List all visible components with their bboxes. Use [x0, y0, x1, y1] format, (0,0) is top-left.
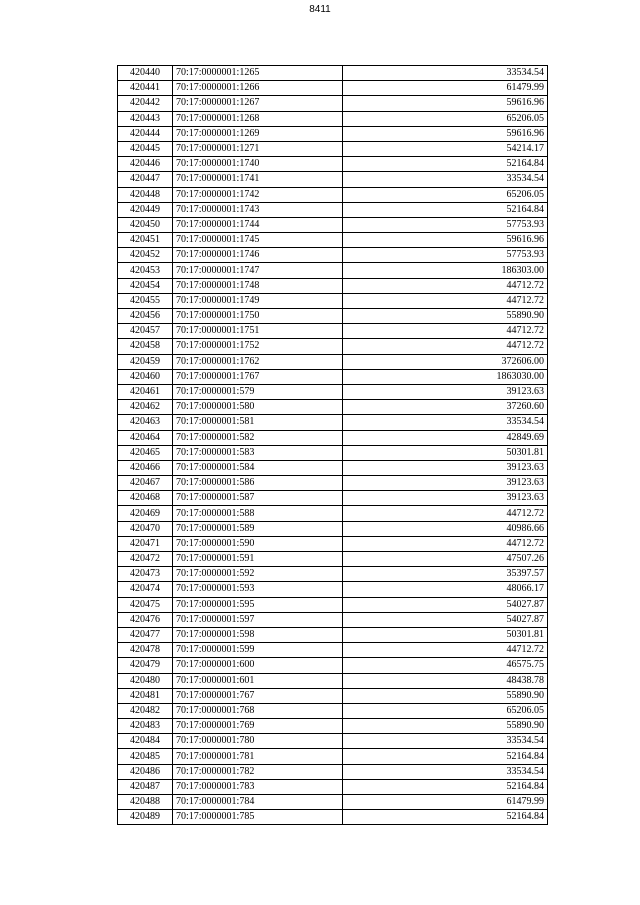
cadastral-value-cell: 44712.72: [343, 324, 548, 339]
row-number-cell: 420451: [118, 233, 173, 248]
row-number-cell: 420465: [118, 445, 173, 460]
table-row: [118, 369, 548, 384]
table-row: [118, 810, 548, 825]
cadastral-value-cell: 55890.90: [343, 309, 548, 324]
cadastral-number-cell: 70:17:0000001:581: [173, 415, 343, 430]
table-row: [118, 703, 548, 718]
row-number-cell: 420460: [118, 369, 173, 384]
row-number-cell: 420489: [118, 810, 173, 825]
row-number-cell: 420463: [118, 415, 173, 430]
cadastral-number-cell: 70:17:0000001:1740: [173, 157, 343, 172]
cadastral-value-cell: 39123.63: [343, 491, 548, 506]
cadastral-value-cell: 46575.75: [343, 658, 548, 673]
cadastral-value-cell: 1863030.00: [343, 369, 548, 384]
row-number-cell: 420459: [118, 354, 173, 369]
cadastral-value-cell: 52164.84: [343, 749, 548, 764]
table-row: [118, 126, 548, 141]
row-number-cell: 420455: [118, 293, 173, 308]
row-number-cell: 420452: [118, 248, 173, 263]
cadastral-number-cell: 70:17:0000001:583: [173, 445, 343, 460]
table-row: [118, 233, 548, 248]
cadastral-value-cell: 50301.81: [343, 627, 548, 642]
table-row: [118, 309, 548, 324]
cadastral-value-cell: 39123.63: [343, 476, 548, 491]
cadastral-number-cell: 70:17:0000001:597: [173, 612, 343, 627]
cadastral-value-cell: 37260.60: [343, 400, 548, 415]
row-number-cell: 420441: [118, 81, 173, 96]
cadastral-value-cell: 54214.17: [343, 141, 548, 156]
table-row: [118, 141, 548, 156]
cadastral-number-cell: 70:17:0000001:782: [173, 764, 343, 779]
table-row: [118, 552, 548, 567]
table-row: [118, 658, 548, 673]
table-row: [118, 795, 548, 810]
table-row: [118, 339, 548, 354]
row-number-cell: 420444: [118, 126, 173, 141]
table-row: [118, 673, 548, 688]
cadastral-value-cell: 59616.96: [343, 126, 548, 141]
cadastral-value-cell: 48438.78: [343, 673, 548, 688]
cadastral-value-cell: 52164.84: [343, 202, 548, 217]
row-number-cell: 420478: [118, 643, 173, 658]
cadastral-value-cell: 44712.72: [343, 643, 548, 658]
table-row: [118, 476, 548, 491]
table-row: [118, 263, 548, 278]
cadastral-number-cell: 70:17:0000001:767: [173, 688, 343, 703]
cadastral-number-cell: 70:17:0000001:784: [173, 795, 343, 810]
cadastral-number-cell: 70:17:0000001:1269: [173, 126, 343, 141]
cadastral-number-cell: 70:17:0000001:591: [173, 552, 343, 567]
cadastral-number-cell: 70:17:0000001:1750: [173, 309, 343, 324]
table-row: [118, 415, 548, 430]
row-number-cell: 420468: [118, 491, 173, 506]
table-row: [118, 749, 548, 764]
table-row: [118, 187, 548, 202]
row-number-cell: 420471: [118, 536, 173, 551]
row-number-cell: 420475: [118, 597, 173, 612]
cadastral-number-cell: 70:17:0000001:1271: [173, 141, 343, 156]
cadastral-value-cell: 44712.72: [343, 339, 548, 354]
cadastral-number-cell: 70:17:0000001:599: [173, 643, 343, 658]
table-row: [118, 612, 548, 627]
row-number-cell: 420445: [118, 141, 173, 156]
cadastral-number-cell: 70:17:0000001:598: [173, 627, 343, 642]
cadastral-value-cell: 65206.05: [343, 187, 548, 202]
cadastral-number-cell: 70:17:0000001:595: [173, 597, 343, 612]
cadastral-number-cell: 70:17:0000001:1748: [173, 278, 343, 293]
row-number-cell: 420462: [118, 400, 173, 415]
row-number-cell: 420440: [118, 66, 173, 81]
cadastral-value-cell: 44712.72: [343, 506, 548, 521]
cadastral-number-cell: 70:17:0000001:1767: [173, 369, 343, 384]
row-number-cell: 420486: [118, 764, 173, 779]
table-row: [118, 384, 548, 399]
table-row: [118, 643, 548, 658]
cadastral-number-cell: 70:17:0000001:582: [173, 430, 343, 445]
row-number-cell: 420469: [118, 506, 173, 521]
cadastral-value-cell: 44712.72: [343, 278, 548, 293]
row-number-cell: 420461: [118, 384, 173, 399]
cadastral-value-cell: 33534.54: [343, 764, 548, 779]
table-row: [118, 354, 548, 369]
table-row: [118, 582, 548, 597]
cadastral-number-cell: 70:17:0000001:780: [173, 734, 343, 749]
cadastral-number-cell: 70:17:0000001:580: [173, 400, 343, 415]
cadastral-number-cell: 70:17:0000001:768: [173, 703, 343, 718]
cadastral-value-cell: 61479.99: [343, 81, 548, 96]
row-number-cell: 420477: [118, 627, 173, 642]
cadastral-value-cell: 57753.93: [343, 217, 548, 232]
row-number-cell: 420484: [118, 734, 173, 749]
table-row: [118, 627, 548, 642]
cadastral-number-cell: 70:17:0000001:1742: [173, 187, 343, 202]
cadastral-value-cell: 372606.00: [343, 354, 548, 369]
row-number-cell: 420456: [118, 309, 173, 324]
row-number-cell: 420474: [118, 582, 173, 597]
cadastral-number-cell: 70:17:0000001:1751: [173, 324, 343, 339]
row-number-cell: 420482: [118, 703, 173, 718]
row-number-cell: 420472: [118, 552, 173, 567]
cadastral-number-cell: 70:17:0000001:1268: [173, 111, 343, 126]
cadastral-value-cell: 33534.54: [343, 734, 548, 749]
cadastral-number-cell: 70:17:0000001:1744: [173, 217, 343, 232]
cadastral-number-cell: 70:17:0000001:1746: [173, 248, 343, 263]
table-row: [118, 111, 548, 126]
cadastral-value-cell: 33534.54: [343, 66, 548, 81]
cadastral-number-cell: 70:17:0000001:1749: [173, 293, 343, 308]
row-number-cell: 420473: [118, 567, 173, 582]
cadastral-value-cell: 52164.84: [343, 779, 548, 794]
cadastral-number-cell: 70:17:0000001:589: [173, 521, 343, 536]
cadastral-number-cell: 70:17:0000001:588: [173, 506, 343, 521]
cadastral-value-cell: 54027.87: [343, 612, 548, 627]
cadastral-number-cell: 70:17:0000001:1741: [173, 172, 343, 187]
cadastral-value-cell: 42849.69: [343, 430, 548, 445]
table-row: [118, 293, 548, 308]
cadastral-number-cell: 70:17:0000001:1747: [173, 263, 343, 278]
cadastral-value-cell: 59616.96: [343, 96, 548, 111]
cadastral-number-cell: 70:17:0000001:584: [173, 460, 343, 475]
table-row: [118, 597, 548, 612]
table-row: [118, 66, 548, 81]
cadastral-value-cell: 33534.54: [343, 172, 548, 187]
cadastral-number-cell: 70:17:0000001:587: [173, 491, 343, 506]
table-row: [118, 278, 548, 293]
table-row: [118, 157, 548, 172]
table-row: [118, 521, 548, 536]
table-row: [118, 202, 548, 217]
cadastral-number-cell: 70:17:0000001:593: [173, 582, 343, 597]
cadastral-number-cell: 70:17:0000001:1266: [173, 81, 343, 96]
row-number-cell: 420476: [118, 612, 173, 627]
cadastral-value-cell: 48066.17: [343, 582, 548, 597]
table-row: [118, 688, 548, 703]
cadastral-value-cell: 59616.96: [343, 233, 548, 248]
cadastral-number-cell: 70:17:0000001:590: [173, 536, 343, 551]
cadastral-number-cell: 70:17:0000001:781: [173, 749, 343, 764]
cadastral-value-cell: 39123.63: [343, 460, 548, 475]
row-number-cell: 420447: [118, 172, 173, 187]
table-row: [118, 719, 548, 734]
table-row: [118, 779, 548, 794]
table-row: [118, 536, 548, 551]
row-number-cell: 420464: [118, 430, 173, 445]
cadastral-number-cell: 70:17:0000001:1762: [173, 354, 343, 369]
row-number-cell: 420449: [118, 202, 173, 217]
page-number: 8411: [309, 4, 331, 15]
cadastral-value-cell: 44712.72: [343, 536, 548, 551]
cadastral-number-cell: 70:17:0000001:592: [173, 567, 343, 582]
row-number-cell: 420446: [118, 157, 173, 172]
table-row: [118, 172, 548, 187]
cadastral-number-cell: 70:17:0000001:785: [173, 810, 343, 825]
row-number-cell: 420470: [118, 521, 173, 536]
cadastral-number-cell: 70:17:0000001:1265: [173, 66, 343, 81]
cadastral-value-cell: 39123.63: [343, 384, 548, 399]
cadastral-value-cell: 65206.05: [343, 111, 548, 126]
row-number-cell: 420450: [118, 217, 173, 232]
cadastral-value-table: [117, 65, 548, 825]
cadastral-number-cell: 70:17:0000001:783: [173, 779, 343, 794]
table-row: [118, 217, 548, 232]
cadastral-number-cell: 70:17:0000001:769: [173, 719, 343, 734]
row-number-cell: 420481: [118, 688, 173, 703]
row-number-cell: 420453: [118, 263, 173, 278]
table-row: [118, 324, 548, 339]
table-row: [118, 491, 548, 506]
table-row: [118, 445, 548, 460]
cadastral-value-cell: 40986.66: [343, 521, 548, 536]
cadastral-value-cell: 55890.90: [343, 688, 548, 703]
cadastral-value-cell: 47507.26: [343, 552, 548, 567]
table-row: [118, 764, 548, 779]
row-number-cell: 420457: [118, 324, 173, 339]
cadastral-value-cell: 57753.93: [343, 248, 548, 263]
cadastral-value-cell: 35397.57: [343, 567, 548, 582]
table-row: [118, 248, 548, 263]
row-number-cell: 420467: [118, 476, 173, 491]
cadastral-value-cell: 61479.99: [343, 795, 548, 810]
table-row: [118, 96, 548, 111]
cadastral-value-cell: 54027.87: [343, 597, 548, 612]
table-row: [118, 460, 548, 475]
cadastral-value-cell: 186303.00: [343, 263, 548, 278]
row-number-cell: 420483: [118, 719, 173, 734]
row-number-cell: 420448: [118, 187, 173, 202]
table-row: [118, 400, 548, 415]
row-number-cell: 420479: [118, 658, 173, 673]
cadastral-number-cell: 70:17:0000001:579: [173, 384, 343, 399]
table-body: [118, 66, 548, 825]
row-number-cell: 420488: [118, 795, 173, 810]
row-number-cell: 420487: [118, 779, 173, 794]
table-row: [118, 506, 548, 521]
row-number-cell: 420458: [118, 339, 173, 354]
cadastral-value-cell: 52164.84: [343, 157, 548, 172]
cadastral-number-cell: 70:17:0000001:1745: [173, 233, 343, 248]
table-row: [118, 567, 548, 582]
cadastral-value-cell: 55890.90: [343, 719, 548, 734]
cadastral-value-cell: 50301.81: [343, 445, 548, 460]
table-row: [118, 430, 548, 445]
row-number-cell: 420466: [118, 460, 173, 475]
cadastral-value-cell: 44712.72: [343, 293, 548, 308]
row-number-cell: 420442: [118, 96, 173, 111]
cadastral-number-cell: 70:17:0000001:586: [173, 476, 343, 491]
cadastral-number-cell: 70:17:0000001:1743: [173, 202, 343, 217]
cadastral-number-cell: 70:17:0000001:1752: [173, 339, 343, 354]
cadastral-number-cell: 70:17:0000001:1267: [173, 96, 343, 111]
cadastral-value-cell: 65206.05: [343, 703, 548, 718]
row-number-cell: 420443: [118, 111, 173, 126]
cadastral-number-cell: 70:17:0000001:601: [173, 673, 343, 688]
cadastral-value-cell: 33534.54: [343, 415, 548, 430]
cadastral-number-cell: 70:17:0000001:600: [173, 658, 343, 673]
table-row: [118, 81, 548, 96]
row-number-cell: 420454: [118, 278, 173, 293]
row-number-cell: 420480: [118, 673, 173, 688]
table-row: [118, 734, 548, 749]
row-number-cell: 420485: [118, 749, 173, 764]
cadastral-value-cell: 52164.84: [343, 810, 548, 825]
